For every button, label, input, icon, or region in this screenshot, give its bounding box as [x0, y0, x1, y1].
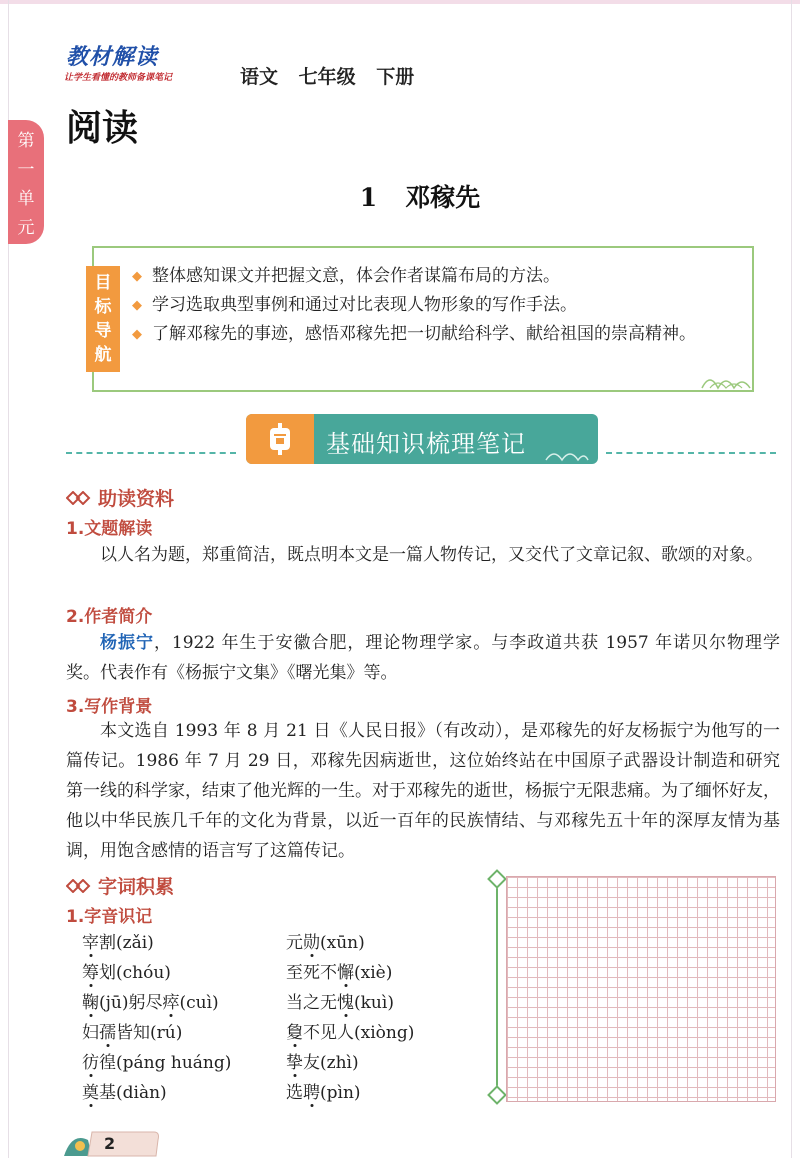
vocab-heading — [66, 872, 174, 899]
subheading-pronunciation: 1.字音识记 — [66, 907, 153, 927]
vocab-text: (xiè) — [354, 963, 393, 983]
note-grid[interactable] — [506, 876, 776, 1102]
goals-label-char: 导 — [94, 321, 112, 341]
goal-item — [130, 320, 740, 349]
author-name: 杨振宁 — [100, 633, 154, 653]
vocab-text: (xūn) — [320, 933, 365, 953]
vocab-text: (pìn) — [320, 1083, 361, 1103]
double-diamond-icon — [66, 879, 92, 893]
vocab-text: (kuì) — [354, 993, 394, 1013]
vocab-item — [286, 1048, 414, 1078]
goals-label — [86, 266, 120, 372]
subheading-background: 3.写作背景 — [66, 697, 153, 717]
emphasized-char: 彷 — [82, 1053, 99, 1073]
author-text: ，1922 年生于安徽合肥，理论物理学家。与李政道共获 1957 年诺贝尔物理学奖。代表作有《杨振宁文集》《曙光集》等。 — [66, 633, 780, 683]
vocab-item — [286, 958, 414, 988]
vocab-text: 友(zhì) — [303, 1053, 359, 1073]
emphasized-char: 愧 — [337, 993, 354, 1013]
vocab-text: 割(zǎi) — [99, 933, 154, 953]
diamond-bullet-icon: ◆ — [132, 269, 142, 284]
goals-label-char: 航 — [94, 345, 112, 365]
subheading-author: 2.作者简介 — [66, 607, 153, 627]
unit-tab-char: 第 — [17, 131, 35, 151]
emphasized-char: 懈 — [337, 963, 354, 983]
emphasized-char: 瘁 — [162, 993, 180, 1013]
banner-dash-right — [606, 452, 776, 454]
lesson-name: 邓稼先 — [405, 183, 481, 212]
vocab-item — [286, 1018, 414, 1048]
brand-subtitle: 让学生看懂的教师备课笔记 — [64, 73, 173, 83]
paragraph-title-explain: 以人名为题，郑重简洁，既点明本文是一篇人物传记，又交代了文章记叙、歌颂的对象。 — [100, 545, 763, 565]
vocab-item — [286, 1078, 414, 1108]
lesson-number: 1 — [359, 183, 378, 212]
diamond-bullet-icon: ◆ — [132, 327, 142, 342]
page-number: 2 — [104, 1134, 116, 1153]
emphasized-char: 宰 — [82, 933, 99, 953]
vocab-column-right — [286, 928, 414, 1108]
unit-tab-char: 单 — [17, 189, 35, 209]
vocab-text: 元 — [286, 933, 303, 953]
emphasized-char: 鞠 — [82, 993, 99, 1013]
vocab-text: 基(diàn) — [99, 1083, 167, 1103]
brand-logo: 教材解读 — [66, 45, 159, 70]
emphasized-char: 勋 — [303, 933, 320, 953]
goals-label-char: 目 — [94, 273, 112, 293]
goal-item — [130, 291, 740, 320]
emphasized-char: 聘 — [303, 1083, 320, 1103]
vocab-item — [286, 928, 414, 958]
vocab-text: (cuì) — [179, 993, 219, 1013]
banner-dash-left — [66, 452, 236, 454]
vocab-item — [82, 988, 231, 1018]
goal-text: 学习选取典型事例和通过对比表现人物形象的写作手法。 — [152, 295, 577, 315]
vocab-text: 划(chóu) — [99, 963, 171, 983]
emphasized-char: 奠 — [82, 1083, 99, 1103]
banner-lantern-icon — [246, 414, 314, 464]
goals-label-char: 标 — [94, 297, 112, 317]
paragraph-author — [66, 628, 780, 688]
book-info: 语文 七年级 下册 — [240, 66, 415, 88]
vocab-item — [286, 988, 414, 1018]
vocab-text: 不见人(xiòng) — [303, 1023, 415, 1043]
goal-text: 了解邓稼先的事迹，感悟邓稼先把一切献给科学、献给祖国的崇高精神。 — [152, 324, 696, 344]
goal-list — [130, 262, 740, 349]
vocab-column-left — [82, 928, 231, 1108]
vocab-item — [82, 958, 231, 988]
emphasized-char: 筹 — [82, 963, 99, 983]
vocab-text: 妇 — [82, 1023, 99, 1043]
emphasized-char: 敻 — [286, 1023, 303, 1043]
goal-item — [130, 262, 740, 291]
paragraph-background: 本文选自 1993 年 8 月 21 日《人民日报》（有改动），是邓稼先的好友杨振宁为他写的一篇传记。1986 年 7 月 29 日，邓稼先因病逝世，这位始终站在中国原子武器设计制造和研究第一线的科学家，结束了他光辉的一生。对于邓稼先的逝世，杨振宁无限悲痛。为了缅怀好友，他以中华民族几千年的文化为背景，以近一百年的民族情结、与邓稼先五十年的深厚友情为基调，用饱含感情的语言写了这篇传记。 — [66, 721, 780, 861]
vocab-item — [82, 1018, 231, 1048]
subheading-title-explain: 1.文题解读 — [66, 519, 153, 539]
vocab-text: 当之无 — [286, 993, 337, 1013]
reading-aid-heading — [66, 484, 174, 511]
diamond-bullet-icon: ◆ — [132, 298, 142, 313]
heading-text: 助读资料 — [98, 488, 175, 510]
vocab-text: 徨(páng huáng) — [99, 1053, 232, 1073]
unit-tab-char: 元 — [17, 218, 35, 238]
vocab-text: 选 — [286, 1083, 303, 1103]
banner-title: 基础知识梳理笔记 — [326, 430, 526, 458]
vocab-text: (jū)躬尽 — [99, 993, 163, 1013]
banner-swirl-icon — [544, 446, 590, 462]
emphasized-char: 挚 — [286, 1053, 303, 1073]
section-title: 阅读 — [66, 107, 139, 149]
swirl-ornament-icon — [700, 370, 752, 390]
double-diamond-icon — [66, 491, 92, 505]
emphasized-char: 孺 — [99, 1023, 116, 1043]
vocab-item — [82, 928, 231, 958]
vocab-text: 皆知(rú) — [116, 1023, 183, 1043]
lesson-title — [0, 178, 800, 214]
grid-rule — [496, 878, 498, 1096]
vocab-text: 至死不 — [286, 963, 337, 983]
vocab-item — [82, 1078, 231, 1108]
unit-tab-char: 一 — [17, 160, 35, 180]
vocab-item — [82, 1048, 231, 1078]
heading-text: 字词积累 — [98, 876, 175, 898]
goal-text: 整体感知课文并把握文意，体会作者谋篇布局的方法。 — [152, 266, 560, 286]
